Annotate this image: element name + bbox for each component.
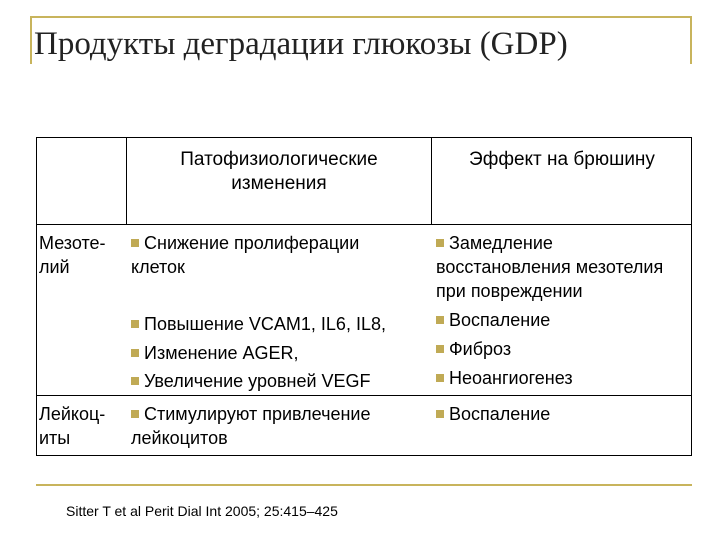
- list-item: Замедление восстановления мезотелия при повреждении: [436, 233, 664, 301]
- list-item: Снижение пролиферации клеток: [131, 233, 360, 277]
- list-item: Стимулируют привлечение лейкоцитов: [131, 404, 371, 448]
- bullet-icon: [131, 239, 139, 247]
- bullet-icon: [131, 320, 139, 328]
- list-item: Воспаление: [436, 308, 550, 332]
- bullet-icon: [131, 377, 139, 385]
- decorative-top-line: [30, 16, 690, 18]
- bullet-icon: [436, 410, 444, 418]
- header-changes: Патофизиологические изменения: [180, 149, 378, 194]
- list-item: Воспаление: [436, 402, 550, 426]
- comparison-table: [36, 137, 692, 456]
- bullet-icon: [131, 410, 139, 418]
- list-item: Повышение VCAM1, IL6, IL8,: [131, 312, 386, 336]
- list-item: Увеличение уровней VEGF: [131, 369, 371, 393]
- bullet-icon: [131, 349, 139, 357]
- header-effect: Эффект на брюшину: [469, 149, 655, 170]
- decorative-right-line: [690, 16, 692, 64]
- row-category-mesothelium: Мезоте- лий: [39, 233, 106, 277]
- list-item: Неоангиогенез: [436, 366, 573, 390]
- slide-title: Продукты деградации глюкозы (GDP): [34, 26, 568, 62]
- bullet-icon: [436, 316, 444, 324]
- table-header-divider: [37, 224, 691, 225]
- decorative-left-line: [30, 16, 32, 64]
- list-item: Фиброз: [436, 337, 511, 361]
- row-category-leukocytes: Лейкоц- иты: [39, 404, 106, 448]
- list-item: Изменение AGER,: [131, 341, 299, 365]
- decorative-bottom-line: [36, 484, 692, 486]
- bullet-icon: [436, 239, 444, 247]
- citation: Sitter T et al Perit Dial Int 2005; 25:415–425: [66, 503, 338, 519]
- bullet-icon: [436, 345, 444, 353]
- bullet-icon: [436, 374, 444, 382]
- table-row-divider: [37, 395, 691, 396]
